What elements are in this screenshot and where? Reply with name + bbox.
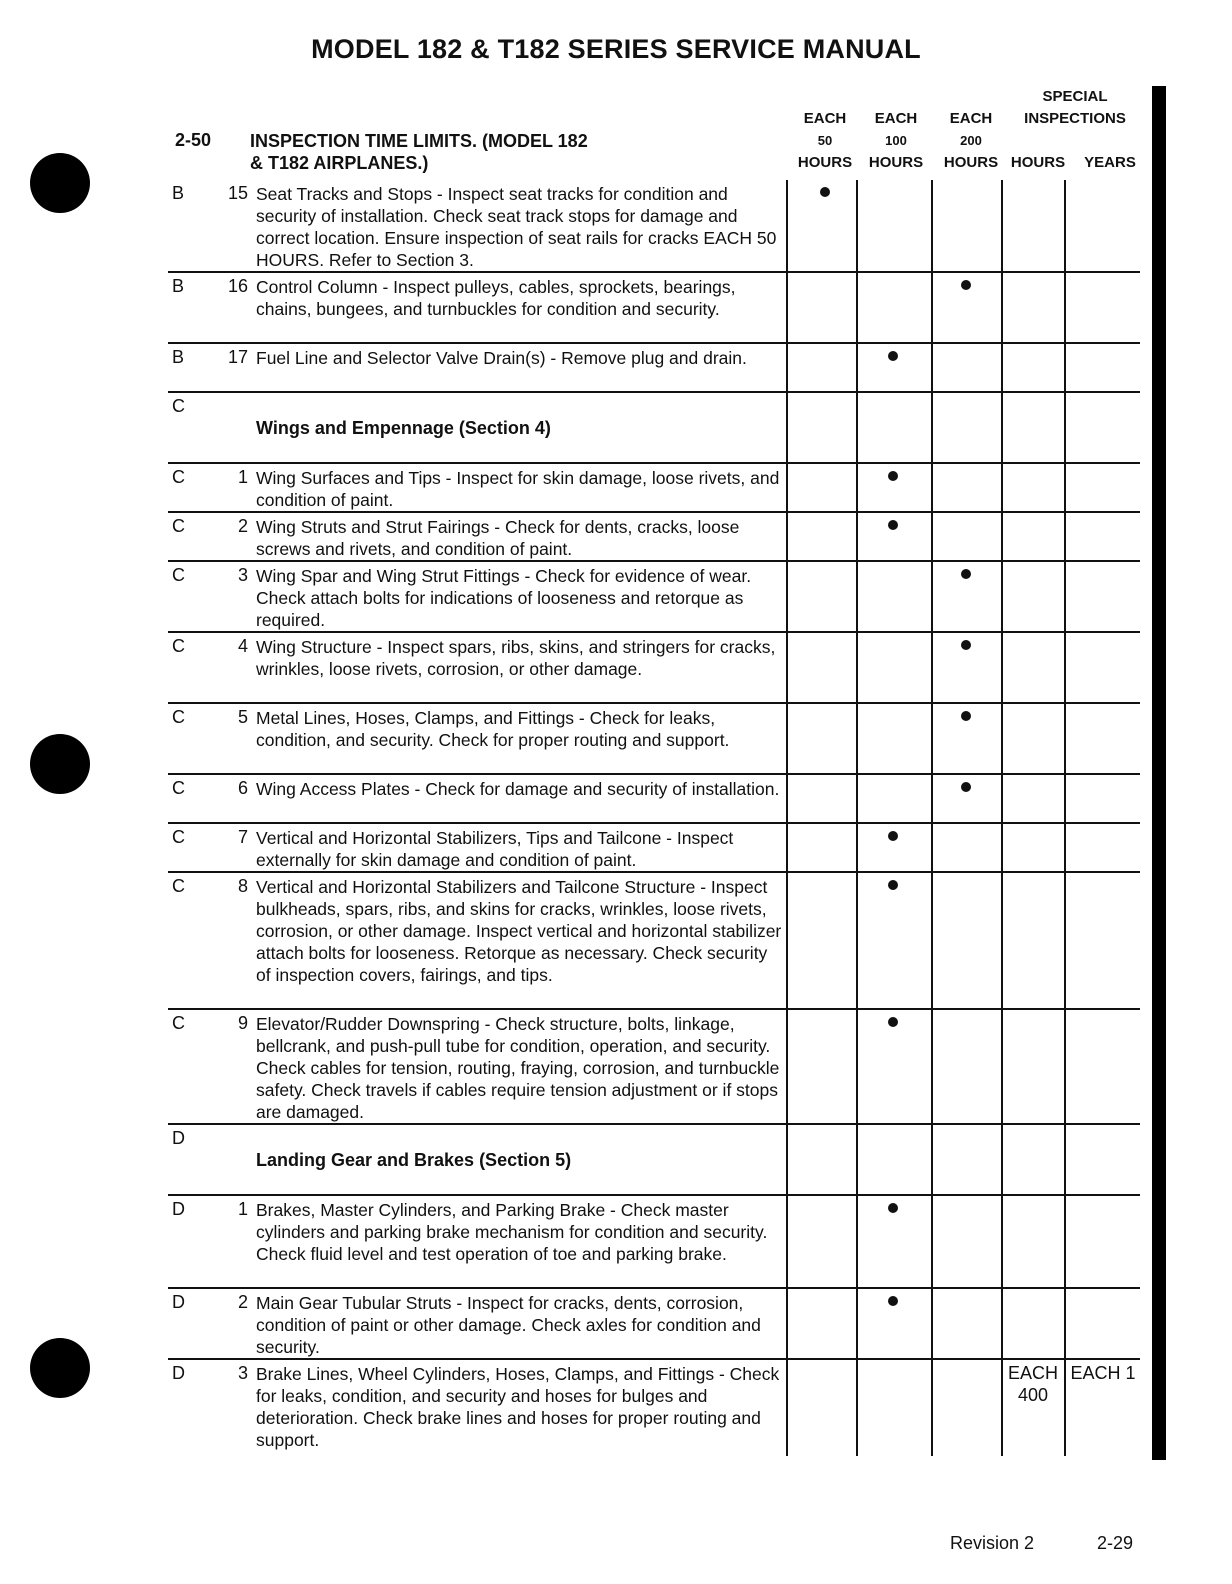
table-row: [168, 1289, 1140, 1360]
column-header-special-hours: HOURS: [1010, 154, 1066, 171]
row-category: B: [172, 276, 185, 296]
row-category: C: [172, 1013, 185, 1033]
row-category: D: [172, 1199, 185, 1219]
binder-hole: [30, 734, 90, 794]
row-category: C: [172, 396, 185, 416]
item-number: 16: [227, 276, 248, 296]
interval-mark-100-hours: [888, 520, 898, 530]
column-header-special-years: YEARS: [1084, 154, 1136, 171]
binder-hole: [30, 153, 90, 213]
interval-mark-100-hours: [888, 471, 898, 481]
page-title: MODEL 182 & T182 SERIES SERVICE MANUAL: [311, 34, 921, 64]
binder-hole: [30, 1338, 90, 1398]
interval-mark-100-hours: [888, 831, 898, 841]
row-category: C: [172, 467, 185, 487]
item-number: 7: [237, 827, 248, 847]
interval-mark-200-hours: [961, 711, 971, 721]
group-heading: Wings and Empennage (Section 4): [256, 418, 551, 438]
row-category: C: [172, 707, 185, 727]
column-header-special-inspections: SPECIAL INSPECTIONS: [1024, 88, 1126, 127]
inspection-table: [168, 180, 1140, 1456]
table-row: [168, 704, 1140, 775]
item-description: Wing Spar and Wing Strut Fittings - Check for evidence of wear. Check attach bolts for indications of looseness and retorque as required.: [256, 566, 752, 630]
table-row: [168, 562, 1140, 633]
item-number: 2: [237, 1292, 248, 1312]
interval-mark-200-hours: [961, 280, 971, 290]
item-number: 17: [227, 347, 248, 367]
column-header-50-hours: EACH 50 HOURS: [797, 110, 853, 171]
interval-mark-100-hours: [888, 880, 898, 890]
section-title-line-1: INSPECTION TIME LIMITS. (MODEL 182: [250, 131, 588, 151]
interval-mark-50-hours: [820, 187, 830, 197]
item-description: Metal Lines, Hoses, Clamps, and Fittings - Check for leaks, condition, and security. Check for proper routing and support.: [256, 708, 730, 750]
table-row: [168, 1196, 1140, 1289]
table-row: [168, 273, 1140, 344]
table-row: [168, 344, 1140, 393]
table-row: [168, 464, 1140, 513]
item-number: 2: [237, 516, 248, 536]
item-number: 3: [237, 565, 248, 585]
item-number: 3: [237, 1363, 248, 1383]
column-header-200-hours: EACH 200 HOURS: [943, 110, 999, 171]
table-row: [168, 873, 1140, 1010]
item-description: Control Column - Inspect pulleys, cables, sprockets, bearings, chains, bungees, and turnbuckles for condition and security.: [256, 277, 736, 319]
item-description: Fuel Line and Selector Valve Drain(s) - Remove plug and drain.: [256, 348, 747, 368]
item-description: Main Gear Tubular Struts - Inspect for cracks, dents, corrosion, condition of paint or other damage. Check axles for condition and security.: [256, 1293, 761, 1357]
item-description: Brakes, Master Cylinders, and Parking Brake - Check master cylinders and parking brake mechanism for condition and security. Check fluid level and test operation of toe and parking brake.: [256, 1200, 768, 1264]
item-description: Vertical and Horizontal Stabilizers and Tailcone Structure - Inspect bulkheads, spars, ribs, and skins for cracks, wrinkles, loose rivets, corrosion, or other damage. Inspect vertical and horizontal stabilizer attach bolts for looseness. Retorque as necessary. Check security of inspection covers, fairings, and tips.: [256, 877, 782, 985]
table-row: [168, 1360, 1140, 1457]
interval-mark-100-hours: [888, 1296, 898, 1306]
item-number: 1: [237, 1199, 248, 1219]
special-hours-value: EACH 400: [1007, 1363, 1058, 1405]
item-number: 15: [227, 183, 248, 203]
table-row: [168, 824, 1140, 873]
row-category: C: [172, 778, 185, 798]
interval-mark-100-hours: [888, 351, 898, 361]
row-category: D: [172, 1128, 185, 1148]
item-number: 8: [237, 876, 248, 896]
column-header-100-hours: EACH 100 HOURS: [868, 110, 924, 171]
item-number: 4: [237, 636, 248, 656]
table-row: [168, 180, 1140, 273]
section-number: 2-50: [175, 130, 212, 150]
item-number: 1: [237, 467, 248, 487]
section-title: [250, 130, 670, 174]
item-description: Seat Tracks and Stops - Inspect seat tracks for condition and security of installation. Check seat track stops for damage and correct location. Ensure inspection of seat rails for cracks EACH 50 HOURS. Refer to Section 3.: [256, 184, 777, 270]
item-description: Wing Structure - Inspect spars, ribs, skins, and stringers for cracks, wrinkles, loose rivets, corrosion, or other damage.: [256, 637, 776, 679]
special-years-value: EACH 1: [1070, 1363, 1136, 1383]
section-title-line-2: & T182 AIRPLANES.): [250, 153, 429, 173]
item-description: Brake Lines, Wheel Cylinders, Hoses, Clamps, and Fittings - Check for leaks, condition, and security and hoses for bulges and deterioration. Check brake lines and hoses for proper routing and support.: [256, 1364, 780, 1450]
row-category: C: [172, 876, 185, 896]
table-row: [168, 513, 1140, 562]
table-row: [168, 1125, 1140, 1196]
row-category: C: [172, 516, 185, 536]
row-category: D: [172, 1363, 185, 1383]
item-description: Wing Access Plates - Check for damage and security of installation.: [256, 779, 780, 799]
item-number: 9: [237, 1013, 248, 1033]
interval-mark-100-hours: [888, 1017, 898, 1027]
item-description: Vertical and Horizontal Stabilizers, Tips and Tailcone - Inspect externally for skin damage and condition of paint.: [256, 828, 734, 870]
row-category: B: [172, 183, 185, 203]
interval-mark-200-hours: [961, 640, 971, 650]
page-number: 2-29: [1097, 1533, 1134, 1553]
group-heading: Landing Gear and Brakes (Section 5): [256, 1150, 572, 1170]
table-row: [168, 393, 1140, 464]
interval-mark-100-hours: [888, 1203, 898, 1213]
table-row: [168, 633, 1140, 704]
table-row: [168, 775, 1140, 824]
row-category: B: [172, 347, 185, 367]
interval-mark-200-hours: [961, 569, 971, 579]
row-category: D: [172, 1292, 185, 1312]
revision-label: Revision 2: [950, 1533, 1035, 1553]
row-category: C: [172, 636, 185, 656]
table-row: [168, 1010, 1140, 1125]
item-number: 6: [237, 778, 248, 798]
item-description: Wing Surfaces and Tips - Inspect for skin damage, loose rivets, and condition of paint.: [256, 468, 780, 510]
item-description: Elevator/Rudder Downspring - Check structure, bolts, linkage, bellcrank, and push-pull tube for condition, operation, and security. Check cables for tension, routing, fraying, corrosion, and turnbuckle safety. Check travels if cables require tension adjustment or if stops are damaged.: [256, 1014, 780, 1122]
revision-bar: [1152, 86, 1166, 1460]
item-description: Wing Struts and Strut Fairings - Check for dents, cracks, loose screws and rivets, and condition of paint.: [256, 517, 740, 559]
item-number: 5: [237, 707, 248, 727]
interval-mark-200-hours: [961, 782, 971, 792]
row-category: C: [172, 827, 185, 847]
row-category: C: [172, 565, 185, 585]
